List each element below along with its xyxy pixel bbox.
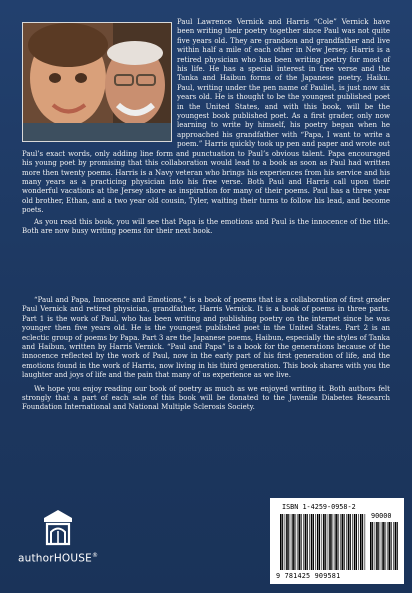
barcode-bar	[291, 514, 292, 570]
addon-barcode	[370, 522, 398, 570]
barcode-bar	[322, 514, 323, 570]
barcode-bar	[323, 514, 325, 570]
barcode-bar	[365, 514, 366, 570]
barcode-bar	[375, 522, 376, 570]
publisher-logo	[18, 508, 98, 574]
bio-paragraph-1: Paul Lawrence Vernick and Harris “Cole” Vernick have been writing their poetry together since Paul was not quite five years old. They are grandson and grandfather and live within half a mile of each other in New Jersey. Harris is a retired physician who has been writing poetry for most of his life. He has a special interest in free verse and the Tanka and Haibun forms of the Japanese poetry, Haiku. Paul, writing under the pen name of Pauliel, is just now six years old. He is thought to be the youngest published poet in the United States, and with this book, will be the youngest book published poet. As a first grader, only now learning to write by himself, his poetry began when he approached his grandfather with “Papa, I want to write a poem.” Harris quickly took up pen and paper and wrote out Paul’s exact words, only adding line form and punctuation to Paul’s obvious talent. Papa encouraged his young poet by promising that this collaboration would lead to a book as soon as Paul had written more then twenty poems. Harris is a Navy veteran who brings his experiences from his service and his many years as a practicing physician into his free verse. Both Paul and Harris call upon their wonderful vacations at the Jersey shore as inspiration for many of their poems. Paul has a three year old brother, Ethan, and a two year old cousin, Tyler, waiting their turns to follow his lead, and become poets.	[22, 18, 390, 215]
barcode-bar	[288, 514, 289, 570]
description-paragraph-1: “Paul and Papa, Innocence and Emotions,” is a book of poems that is a collaboration of first grader Paul Vernick and retired physician, grandfather, Harris Vernick. It is a book of poems in three parts. Part 1 is the work of Paul, who has been writing and publishing poetry on the internet since he was younger then five years old. He is the youngest published poet in the United States. Part 2 is an eclectic group of poems by Papa. Part 3 are the Japanese poems, Haibun, especially the styles of Tanka and Haibun, written by Harris Vernick. “Paul and Papa” is a book for the generations because of the innocence reflected by the work of Paul, now in the early part of his first generation of life, and the emotions found in the work of Harris, now living in his third generation. This book shares with you the laughter and joys of life and the pain that many of us experience as we live.	[22, 296, 390, 380]
barcode-bar	[378, 522, 379, 570]
barcode-bar	[317, 514, 319, 570]
barcode-bar	[313, 514, 314, 570]
barcode-bar	[393, 522, 394, 570]
barcode-bar	[309, 514, 310, 570]
barcode-bar	[370, 522, 372, 570]
ean-barcode	[280, 514, 366, 570]
publisher-name-prefix: author	[18, 552, 54, 565]
barcode-bar	[387, 522, 388, 570]
author-photo	[22, 22, 172, 142]
barcode-bar	[285, 514, 286, 570]
barcode-bar	[384, 522, 385, 570]
barcode-bar	[382, 522, 384, 570]
author-photo-image	[23, 23, 171, 141]
barcode-bar	[311, 514, 313, 570]
publisher-name	[18, 552, 98, 565]
barcode-bar	[331, 514, 332, 570]
barcode-bar	[307, 514, 308, 570]
publisher-name-suffix: HOUSE	[53, 552, 92, 565]
barcode-bar	[342, 514, 344, 570]
bio-paragraph-2: As you read this book, you will see that Papa is the emotions and Paul is the innocence of the title. Both are now busy writing poems for their next book.	[22, 217, 390, 235]
registered-mark: ®	[91, 552, 99, 559]
barcode-bar	[334, 514, 335, 570]
ean-digits: 9 781425 909581	[276, 572, 341, 580]
book-description	[22, 296, 390, 413]
barcode-bar	[280, 514, 282, 570]
barcode-bar	[348, 514, 350, 570]
barcode-bar	[294, 514, 295, 570]
barcode-bar	[303, 514, 304, 570]
barcode-bar	[358, 514, 359, 570]
barcode-bar	[301, 514, 302, 570]
barcode-bar	[352, 514, 353, 570]
barcode-bar	[297, 514, 298, 570]
barcode-bar	[360, 514, 362, 570]
barcode-addon-text: 90000	[371, 512, 392, 520]
barcode-bar	[356, 514, 357, 570]
isbn-text: ISBN 1-4259-0958-2	[282, 503, 356, 511]
barcode-bar	[395, 522, 397, 570]
barcode-bar	[391, 522, 392, 570]
barcode-bar	[346, 514, 347, 570]
authorhouse-logo-icon	[42, 508, 74, 548]
barcode-bar	[340, 514, 341, 570]
barcode-bar	[292, 514, 294, 570]
barcode-bar	[298, 514, 300, 570]
barcode-bar	[388, 522, 390, 570]
barcode-bar	[305, 514, 307, 570]
barcode-bar	[362, 514, 363, 570]
barcode-bar	[372, 522, 373, 570]
barcode-bar	[286, 514, 288, 570]
barcode-bar	[376, 522, 378, 570]
barcode-bar	[329, 514, 331, 570]
barcode-bar	[397, 522, 398, 570]
barcode-label	[270, 498, 404, 584]
barcode-bar	[335, 514, 337, 570]
barcode-bar	[350, 514, 351, 570]
barcode-bar	[282, 514, 283, 570]
description-paragraph-2: We hope you enjoy reading our book of poetry as much as we enjoyed writing it. Both authors felt strongly that a part of each sale of this book will be donated to the Juvenile Diabetes Research Foundation International and National Multiple Sclerosis Society.	[22, 384, 390, 412]
barcode-bar	[325, 514, 326, 570]
barcode-bar	[344, 514, 345, 570]
barcode-bar	[337, 514, 338, 570]
barcode-bar	[381, 522, 382, 570]
barcode-bar	[315, 514, 316, 570]
barcode-bar	[328, 514, 329, 570]
barcode-bar	[319, 514, 320, 570]
barcode-bar	[354, 514, 356, 570]
